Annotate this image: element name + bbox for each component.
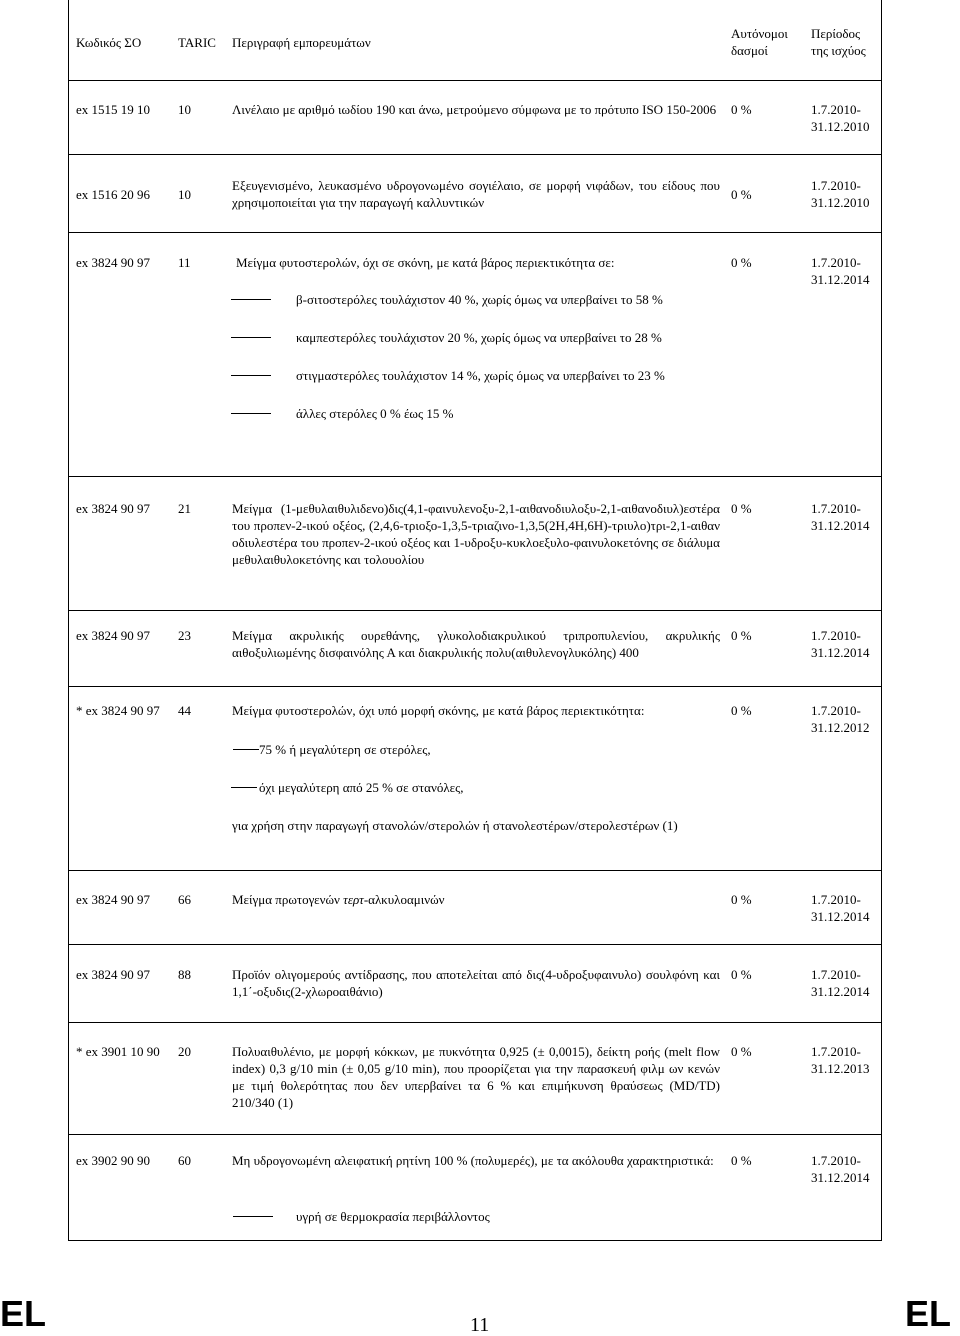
duty-rate: 0 % xyxy=(731,967,752,982)
validity-end: 31.12.2010 xyxy=(811,195,870,210)
cn-code: * ex 3901 10 90 xyxy=(76,1044,160,1059)
taric-code: 21 xyxy=(178,501,191,516)
taric-code: 11 xyxy=(178,255,191,270)
validity-end: 31.12.2010 xyxy=(811,119,870,134)
duty-rate: 0 % xyxy=(731,892,752,907)
goods-description: Μείγμα ακρυλικής ουρεθάνης, γλυκολοδιακρυλικού τριπροπυλενίου, ακρυλικής αιθοξυλιωμένης δισφαινόλης Α και διακρυλικής πολυ(αιθυλενογλυκόλης) 400 xyxy=(232,628,720,660)
goods-description: Μείγμα (1-μεθυλαιθυλιδενο)δις(4,1-φαινυλενοξυ-2,1-αιθανοδιυλοξυ-2,1-αιθανοδιυλ)εστέρα του προπεν-2-ικού οξέος, (2,4,6-τριοξο-1,3,5-τριαζινο-1,3,5(2H,4H,6H)-τριυλο)τρι-2,1-αιθανοδιυλεστέρα του προπεν-2-ικού οξέος και 1-υδροξυ-κυκλοεξυλο-φαινυλοκετόνης σε διάλυμα μεθυλαιθυλοκετόνης και τολουολίου xyxy=(232,501,720,567)
description-text: Μείγμα πρωτογενών xyxy=(232,892,344,907)
cn-code: ex 3824 90 97 xyxy=(76,501,151,516)
list-item: υγρή σε θερμοκρασία περιβάλλοντος xyxy=(296,1209,490,1224)
list-dash xyxy=(231,787,257,788)
goods-description: Πολυαιθυλένιο, με μορφή κόκκων, με πυκνότητα 0,925 (± 0,0015), δείκτη ροής (melt flow index) 0,3 g/10 min (± 0,05 g/10 min), που προορίζεται για την παρασκευή φιλμ ων κενών με τιμή θολερότητας που δεν υπερβαίνει τα 6 % και επιμήκυνση θραύσεως (MD/TD) 210/340 (1) xyxy=(232,1044,720,1110)
header-period-line2: της ισχύος xyxy=(811,43,866,58)
goods-description: Λινέλαιο με αριθμό ιωδίου 190 και άνω, μετρούμενο σύμφωνα με το πρότυπο ISO 150-2006 xyxy=(232,102,717,117)
header-code: Κωδικός ΣΟ xyxy=(76,35,142,50)
list-dash xyxy=(231,337,271,338)
table-border-left xyxy=(68,0,69,1240)
cn-code: ex 1515 19 10 xyxy=(76,102,151,117)
validity-end: 31.12.2014 xyxy=(811,909,870,924)
row-divider xyxy=(68,610,882,611)
goods-description: Εξευγενισμένο, λευκασμένο υδρογονωμένο σογιέλαιο, σε μορφή νιφάδων, του είδους που χρησιμοποιείται για την παραγωγή καλλυντικών xyxy=(232,178,720,210)
row-divider xyxy=(68,154,882,155)
validity-end: 31.12.2014 xyxy=(811,518,870,533)
validity-end: 31.12.2014 xyxy=(811,645,870,660)
validity-end: 31.12.2012 xyxy=(811,720,870,735)
list-item: όχι μεγαλύτερη από 25 % σε στανόλες, xyxy=(259,780,464,795)
header-description: Περιγραφή εμπορευμάτων xyxy=(232,35,371,50)
description-italic-text: τερτ xyxy=(343,892,364,907)
duty-rate: 0 % xyxy=(731,1153,752,1168)
goods-description: Μη υδρογονωμένη αλειφατική ρητίνη 100 % (πολυμερές), με τα ακόλουθα χαρακτηριστικά: xyxy=(232,1153,714,1168)
goods-description: Μείγμα φυτοστερολών, όχι σε σκόνη, με κατά βάρος περιεκτικότητα σε: xyxy=(236,255,615,270)
list-item: 75 % ή μεγαλύτερη σε στερόλες, xyxy=(259,742,431,757)
taric-code: 10 xyxy=(178,187,191,202)
taric-code: 66 xyxy=(178,892,191,907)
duty-rate: 0 % xyxy=(731,187,752,202)
duty-rate: 0 % xyxy=(731,255,752,270)
header-taric: TARIC xyxy=(178,35,216,50)
list-item: β-σιτοστερόλες τουλάχιστον 40 %, χωρίς όμως να υπερβαίνει το 58 % xyxy=(296,292,663,307)
list-dash xyxy=(233,1216,273,1217)
goods-description: Προϊόν ολιγομερούς αντίδρασης, που αποτελείται από δις(4-υδροξυφαινυλο) σουλφόνη και 1,1΄-οξυδις(2-χλωροαιθάνιο) xyxy=(232,967,720,999)
validity-start: 1.7.2010- xyxy=(811,1153,861,1168)
validity-end: 31.12.2013 xyxy=(811,1061,870,1076)
taric-code: 23 xyxy=(178,628,191,643)
row-divider xyxy=(68,1022,882,1023)
validity-start: 1.7.2010- xyxy=(811,1044,861,1059)
row-divider xyxy=(68,476,882,477)
validity-start: 1.7.2010- xyxy=(811,255,861,270)
list-dash xyxy=(233,749,259,750)
taric-code: 44 xyxy=(178,703,191,718)
table-border-right xyxy=(881,0,882,1240)
list-dash xyxy=(231,375,271,376)
language-mark-left: EL xyxy=(0,1293,47,1334)
cn-code: ex 1516 20 96 xyxy=(76,187,151,202)
validity-end: 31.12.2014 xyxy=(811,984,870,999)
row-divider xyxy=(68,686,882,687)
duty-rate: 0 % xyxy=(731,501,752,516)
validity-start: 1.7.2010- xyxy=(811,892,861,907)
list-item: άλλες στερόλες 0 % έως 15 % xyxy=(296,406,454,421)
table-border-bottom xyxy=(68,1240,882,1241)
cn-code: ex 3824 90 97 xyxy=(76,628,151,643)
list-item: στιγμαστερόλες τουλάχιστον 14 %, χωρίς όμως να υπερβαίνει το 23 % xyxy=(296,368,665,383)
duty-rate: 0 % xyxy=(731,1044,752,1059)
duty-rate: 0 % xyxy=(731,703,752,718)
duty-rate: 0 % xyxy=(731,628,752,643)
validity-end: 31.12.2014 xyxy=(811,1170,870,1185)
validity-start: 1.7.2010- xyxy=(811,501,861,516)
taric-code: 88 xyxy=(178,967,191,982)
header-duty-line1: Αυτόνομοι xyxy=(731,26,788,41)
row-divider xyxy=(68,1134,882,1135)
taric-code: 20 xyxy=(178,1044,191,1059)
description-text: -αλκυλοαμινών xyxy=(363,892,445,907)
page-number: 11 xyxy=(470,1314,490,1336)
duty-rate: 0 % xyxy=(731,102,752,117)
row-divider xyxy=(68,944,882,945)
header-period-line1: Περίοδος xyxy=(811,26,861,41)
row-divider xyxy=(68,870,882,871)
taric-code: 10 xyxy=(178,102,191,117)
validity-start: 1.7.2010- xyxy=(811,703,861,718)
list-dash xyxy=(231,299,271,300)
cn-code: ex 3824 90 97 xyxy=(76,967,151,982)
row-divider xyxy=(68,232,882,233)
cn-code: ex 3902 90 90 xyxy=(76,1153,151,1168)
goods-description xyxy=(232,891,720,908)
validity-start: 1.7.2010- xyxy=(811,967,861,982)
validity-start: 1.7.2010- xyxy=(811,178,861,193)
usage-condition: για χρήση στην παραγωγή στανολών/στερολών ή στανολεστέρων/στερολεστέρων (1) xyxy=(232,818,678,833)
row-divider xyxy=(68,80,882,81)
goods-description: Μείγμα φυτοστερολών, όχι υπό μορφή σκόνης, με κατά βάρος περιεκτικότητα: xyxy=(232,703,645,718)
header-duty-line2: δασμοί xyxy=(731,43,768,58)
cn-code: ex 3824 90 97 xyxy=(76,892,151,907)
list-item: καμπεστερόλες τουλάχιστον 20 %, χωρίς όμως να υπερβαίνει το 28 % xyxy=(296,330,662,345)
taric-code: 60 xyxy=(178,1153,191,1168)
validity-start: 1.7.2010- xyxy=(811,628,861,643)
cn-code: ex 3824 90 97 xyxy=(76,255,151,270)
validity-start: 1.7.2010- xyxy=(811,102,861,117)
list-dash xyxy=(231,413,271,414)
cn-code: * ex 3824 90 97 xyxy=(76,703,160,718)
language-mark-right: EL xyxy=(905,1293,952,1334)
validity-end: 31.12.2014 xyxy=(811,272,870,287)
